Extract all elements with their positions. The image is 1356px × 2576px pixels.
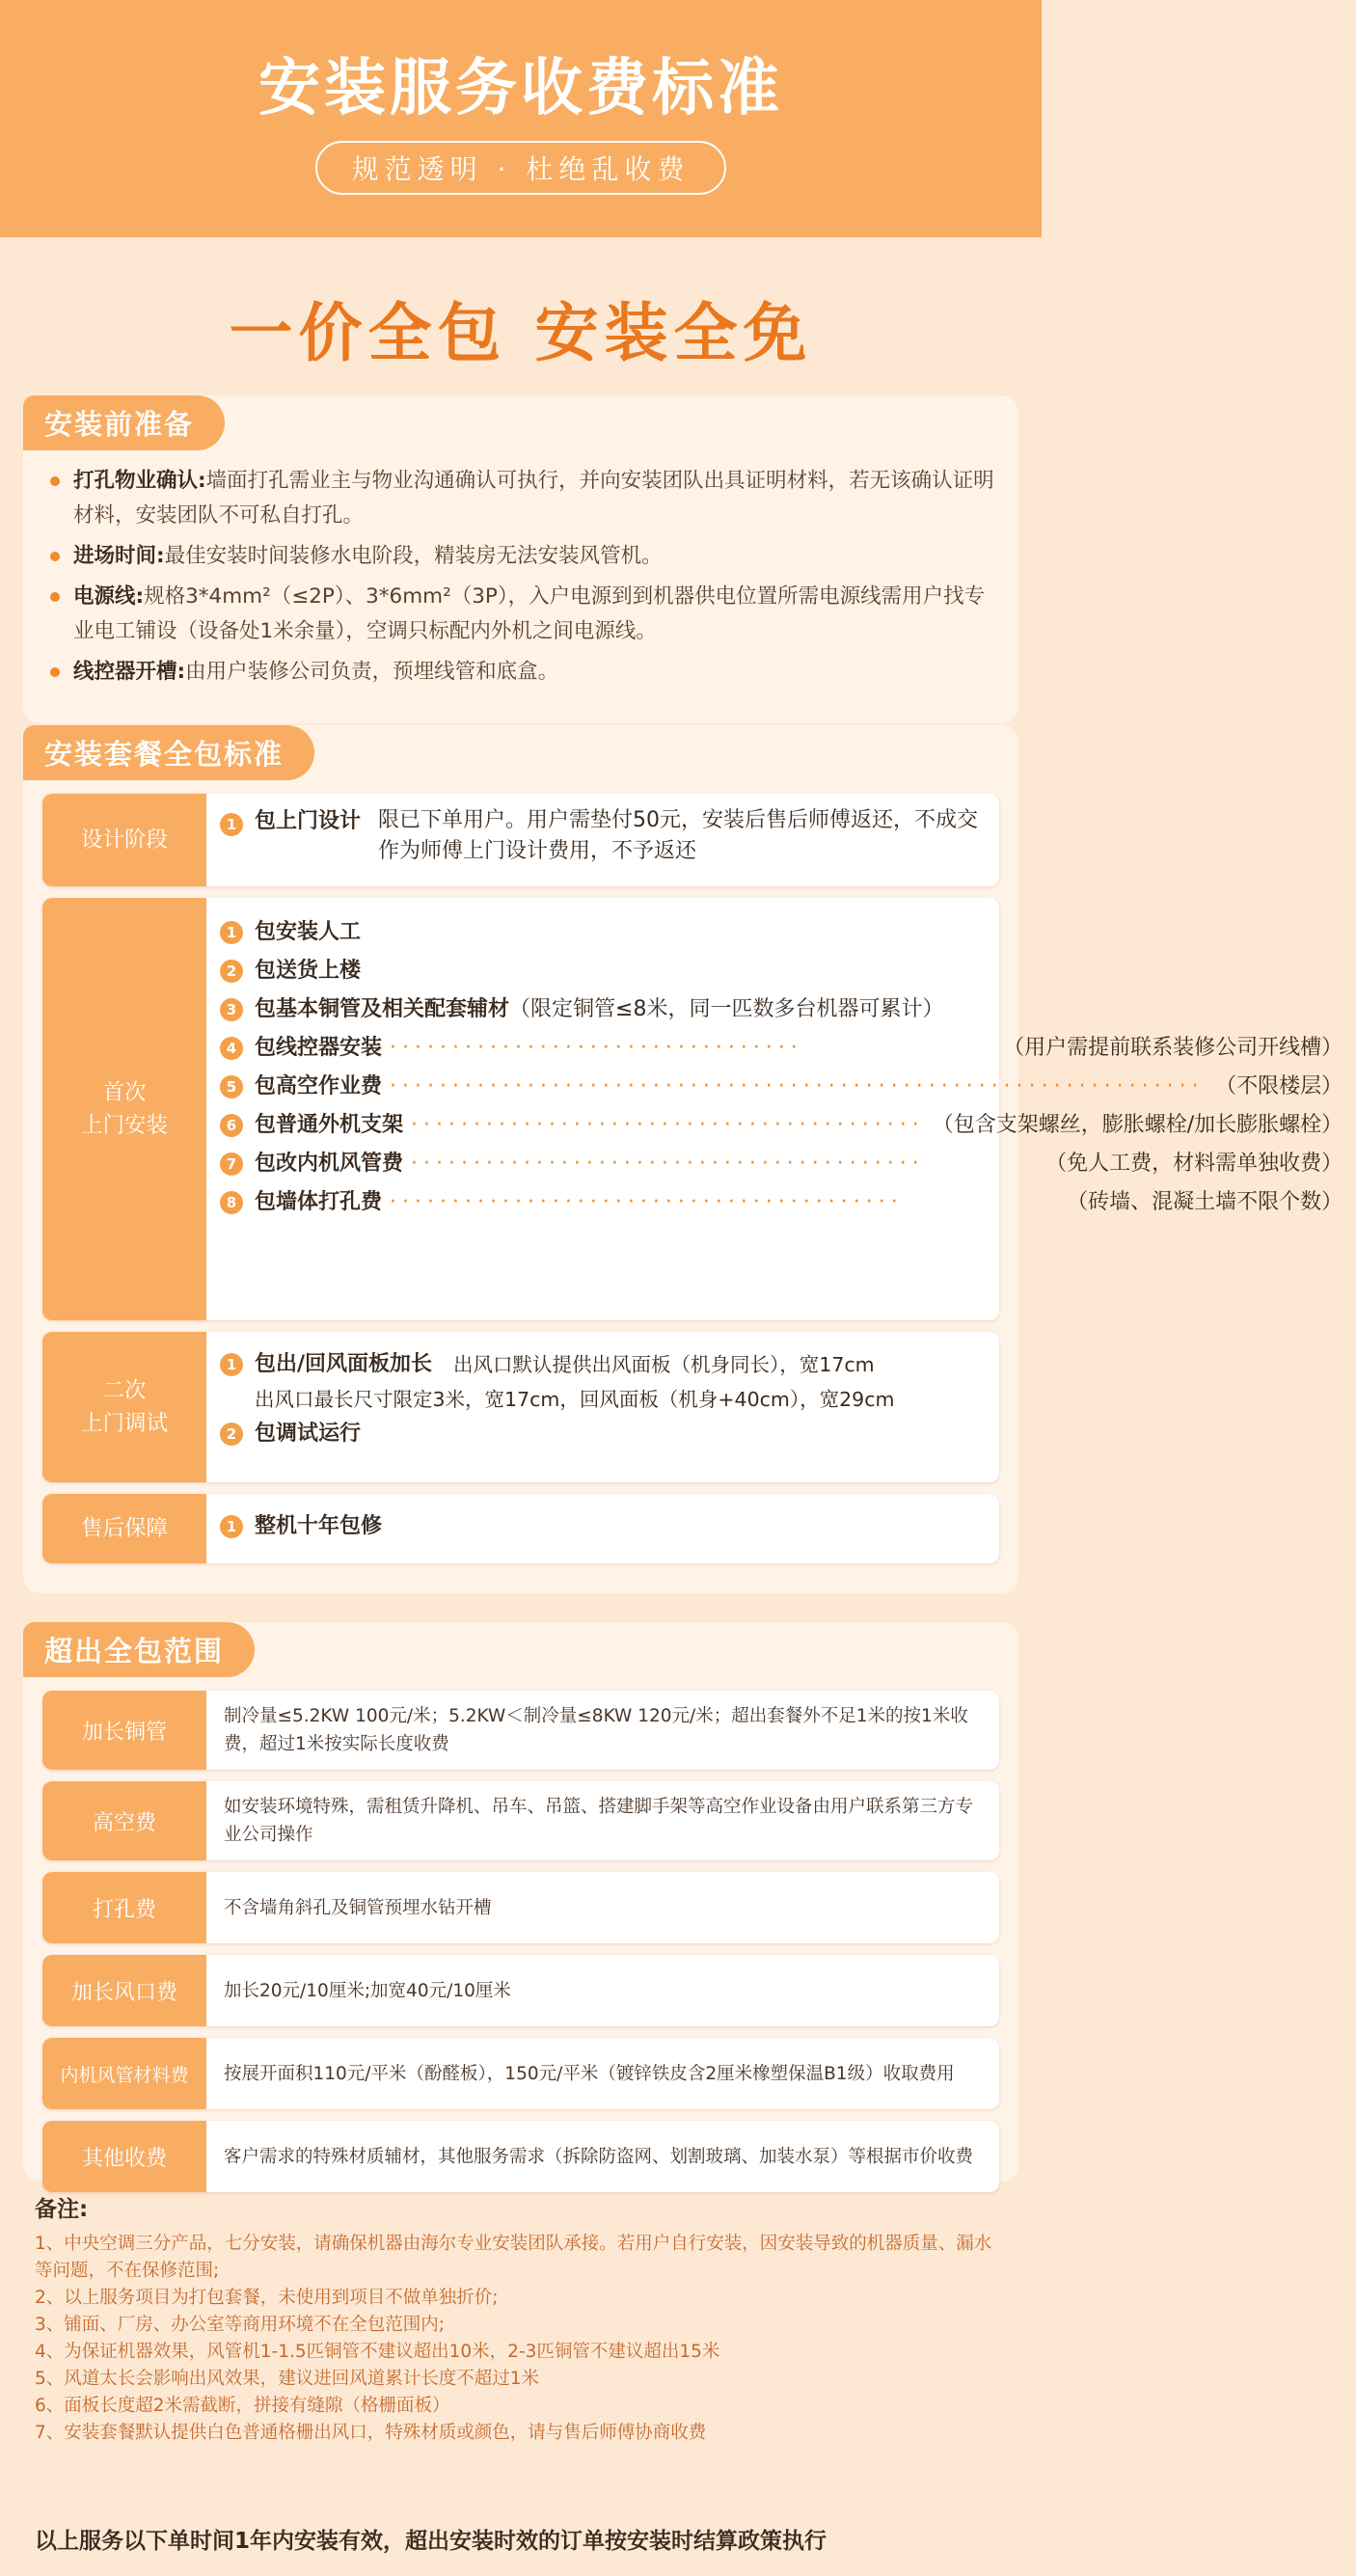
note-item: 5、风道太长会影响出风效果，建议进回风道累计长度不超过1米 — [35, 2369, 540, 2389]
number-badge: 8 — [220, 1191, 243, 1214]
dot-leader: ································· — [390, 1036, 803, 1060]
package-item — [220, 1145, 1342, 1183]
extra-row-text: 客户需求的特殊材质辅材，其他服务需求（拆除防盗网、划割玻璃、加装水泵）等根据市价收费 — [224, 2146, 974, 2167]
extra-row — [42, 2121, 999, 2192]
note-item: 1、中央空调三分产品，七分安装，请确保机器由海尔专业安装团队承接。若用户自行安装，因安装导致的机器质量、漏水等问题，不在保修范围; — [35, 2234, 992, 2281]
note-item: 4、为保证机器效果，风管机1-1.5匹铜管不建议超出10米，2-3匹铜管不建议超出15米 — [35, 2342, 720, 2362]
package-item-title: 包基本铜管及相关配套辅材 — [255, 997, 510, 1021]
first-install-row — [42, 898, 1343, 1320]
prep-item-label: 进场时间: — [73, 544, 165, 568]
package-item-note: （免人工费，材料需单独收费） — [1045, 1152, 1343, 1176]
package-item — [220, 1417, 986, 1451]
package-item — [220, 913, 1342, 952]
second-visit-label: 二次 上门调试 — [42, 1332, 206, 1482]
dot-leader: ········································· — [411, 1113, 925, 1137]
notes — [35, 2191, 1009, 2447]
package-item-title: 包线控器安装 — [255, 1036, 383, 1060]
second-visit-row — [42, 1332, 999, 1482]
design-body — [206, 794, 999, 886]
extra-row-text: 加长20元/10厘米;加宽40元/10厘米 — [224, 1980, 511, 2001]
note-item: 6、面板长度超2米需截断，拼接有缝隙（格栅面板） — [35, 2396, 450, 2416]
dot-leader: ································································· — [390, 1074, 1205, 1098]
prep-item — [48, 655, 995, 690]
extra-row-label: 加长铜管 — [42, 1691, 206, 1770]
design-desc: 限已下单用户。用户需垫付50元，安装后售后师傅返还，不成交作为师傅上门设计费用，不予返还 — [378, 808, 979, 863]
prep-item-text: 规格3*4mm²（≤2P）、3*6mm²（3P），入户电源到到机器供电位置所需电源线需用户找专业电工铺设（设备处1米余量），空调只标配内外机之间电源线。 — [73, 584, 986, 643]
prep-item-text: 最佳安装时间装修水电阶段，精装房无法安装风管机。 — [164, 544, 663, 568]
number-badge: 2 — [220, 1423, 243, 1446]
package-item — [220, 1183, 1342, 1222]
prep-item — [48, 539, 995, 574]
package-item-note: （用户需提前联系装修公司开线槽） — [1003, 1036, 1343, 1060]
prep-section-title: 安装前准备 — [23, 395, 225, 450]
prep-item — [48, 464, 995, 533]
note-item: 3、铺面、厂房、办公室等商用环境不在全包范围内; — [35, 2315, 446, 2335]
extra-row-label: 内机风管材料费 — [42, 2038, 206, 2109]
extra-row-label: 打孔费 — [42, 1872, 206, 1943]
package-item — [220, 1029, 1342, 1068]
prep-item-text: 墙面打孔需业主与物业沟通确认可执行，并向安装团队出具证明材料，若无该确认证明材料，安装团队不可私自打孔。 — [73, 469, 994, 528]
extra-row — [42, 2038, 999, 2109]
second-visit-body — [206, 1332, 999, 1482]
package-item-title: 包高空作业费 — [255, 1074, 383, 1098]
number-badge: 1 — [220, 1353, 243, 1376]
prep-section — [23, 395, 1018, 723]
package-item-note: （砖墙、混凝土墙不限个数） — [1067, 1190, 1343, 1214]
package-item-note: （不限楼层） — [1215, 1074, 1343, 1098]
number-badge: 1 — [220, 1515, 243, 1538]
number-badge: 1 — [220, 921, 243, 944]
package-item-title: 包安装人工 — [255, 920, 362, 944]
prep-item-text: 由用户装修公司负责，预埋线管和底盒。 — [185, 660, 559, 684]
after-sales-body — [206, 1494, 999, 1563]
package-item — [220, 1507, 986, 1546]
number-badge: 5 — [220, 1075, 243, 1098]
package-item — [220, 1068, 1342, 1106]
extra-row — [42, 1781, 999, 1860]
prep-item-label: 打孔物业确认: — [73, 469, 206, 493]
prep-item-label: 电源线: — [73, 584, 145, 609]
package-item-title: 包墙体打孔费 — [255, 1190, 383, 1214]
prep-item-label: 线控器开槽: — [73, 660, 186, 684]
package-section — [23, 725, 1343, 1593]
package-item — [220, 952, 1342, 990]
package-item-desc: 出风口最长尺寸限定3米，宽17cm，回风面板（机身+40cm），宽29cm — [255, 1388, 895, 1411]
header-banner — [0, 0, 1042, 237]
footer-text: 以上服务以下单时间1年内安装有效，超出安装时效的订单按安装时结算政策执行 — [35, 2529, 827, 2554]
extra-row-text: 不含墙角斜孔及铜管预埋水钻开槽 — [224, 1897, 492, 1918]
extra-section — [23, 1622, 1018, 2182]
note-item: 2、以上服务项目为打包套餐，未使用到项目不做单独折价; — [35, 2288, 499, 2308]
notes-title: 备注: — [35, 2197, 89, 2222]
package-item-title: 包调试运行 — [255, 1422, 362, 1446]
after-sales-row — [42, 1494, 999, 1563]
package-item — [220, 990, 1342, 1029]
prep-item — [48, 580, 995, 649]
package-item — [220, 1106, 1342, 1145]
extra-row-label: 加长风口费 — [42, 1955, 206, 2026]
design-item: 包上门设计 — [255, 809, 362, 833]
first-install-body — [206, 898, 1356, 1320]
page-title: 安装服务收费标准 — [258, 53, 783, 124]
package-item-desc: 出风口默认提供出风面板（机身同长），宽17cm — [453, 1353, 875, 1376]
package-item-title: 包普通外机支架 — [255, 1113, 404, 1137]
slogan: 一价全包 安装全免 — [229, 296, 813, 370]
package-item-title: 包送货上楼 — [255, 959, 362, 983]
first-install-label: 首次 上门安装 — [42, 898, 206, 1320]
page-subtitle-badge: 规范透明 · 杜绝乱收费 — [315, 141, 727, 195]
prep-list — [23, 450, 1018, 705]
extra-row-label: 其他收费 — [42, 2121, 206, 2192]
number-badge: 6 — [220, 1114, 243, 1137]
dot-leader: ········································· — [411, 1152, 925, 1176]
package-section-title: 安装套餐全包标准 — [23, 725, 314, 780]
design-row — [42, 794, 999, 886]
number-badge: 3 — [220, 998, 243, 1021]
package-item-title: 整机十年包修 — [255, 1514, 383, 1538]
package-item-title: 包出/回风面板加长 — [255, 1352, 433, 1376]
extra-row — [42, 1872, 999, 1943]
number-badge: 4 — [220, 1037, 243, 1060]
package-item-note: （包含支架螺丝，膨胀螺栓/加长膨胀螺栓） — [932, 1113, 1343, 1137]
after-sales-label: 售后保障 — [42, 1494, 206, 1563]
extra-row — [42, 1955, 999, 2026]
note-item: 7、安装套餐默认提供白色普通格栅出风口，特殊材质或颜色，请与售后师傅协商收费 — [35, 2423, 707, 2443]
extra-section-title: 超出全包范围 — [23, 1622, 255, 1677]
number-badge: 2 — [220, 960, 243, 983]
dot-leader: ········································· — [390, 1190, 904, 1214]
package-item-title: 包改内机风管费 — [255, 1152, 404, 1176]
design-label: 设计阶段 — [42, 794, 206, 886]
extra-row-text: 制冷量≤5.2KW 100元/米；5.2KW＜制冷量≤8KW 120元/米；超出套餐外不足1米的按1米收费，超过1米按实际长度收费 — [224, 1706, 968, 1754]
extra-row — [42, 1691, 999, 1770]
package-item-note: （限定铜管≤8米，同一匹数多台机器可累计） — [509, 997, 944, 1021]
number-badge: 7 — [220, 1152, 243, 1176]
extra-row-label: 高空费 — [42, 1781, 206, 1860]
extra-row-text: 按展开面积110元/平米（酚醛板），150元/平米（镀锌铁皮含2厘米橡塑保温B1级）收取费用 — [224, 2063, 955, 2084]
extra-row-text: 如安装环境特殊，需租赁升降机、吊车、吊篮、搭建脚手架等高空作业设备由用户联系第三方专业公司操作 — [224, 1797, 974, 1845]
number-badge: 1 — [220, 813, 243, 836]
package-item — [220, 1347, 986, 1382]
